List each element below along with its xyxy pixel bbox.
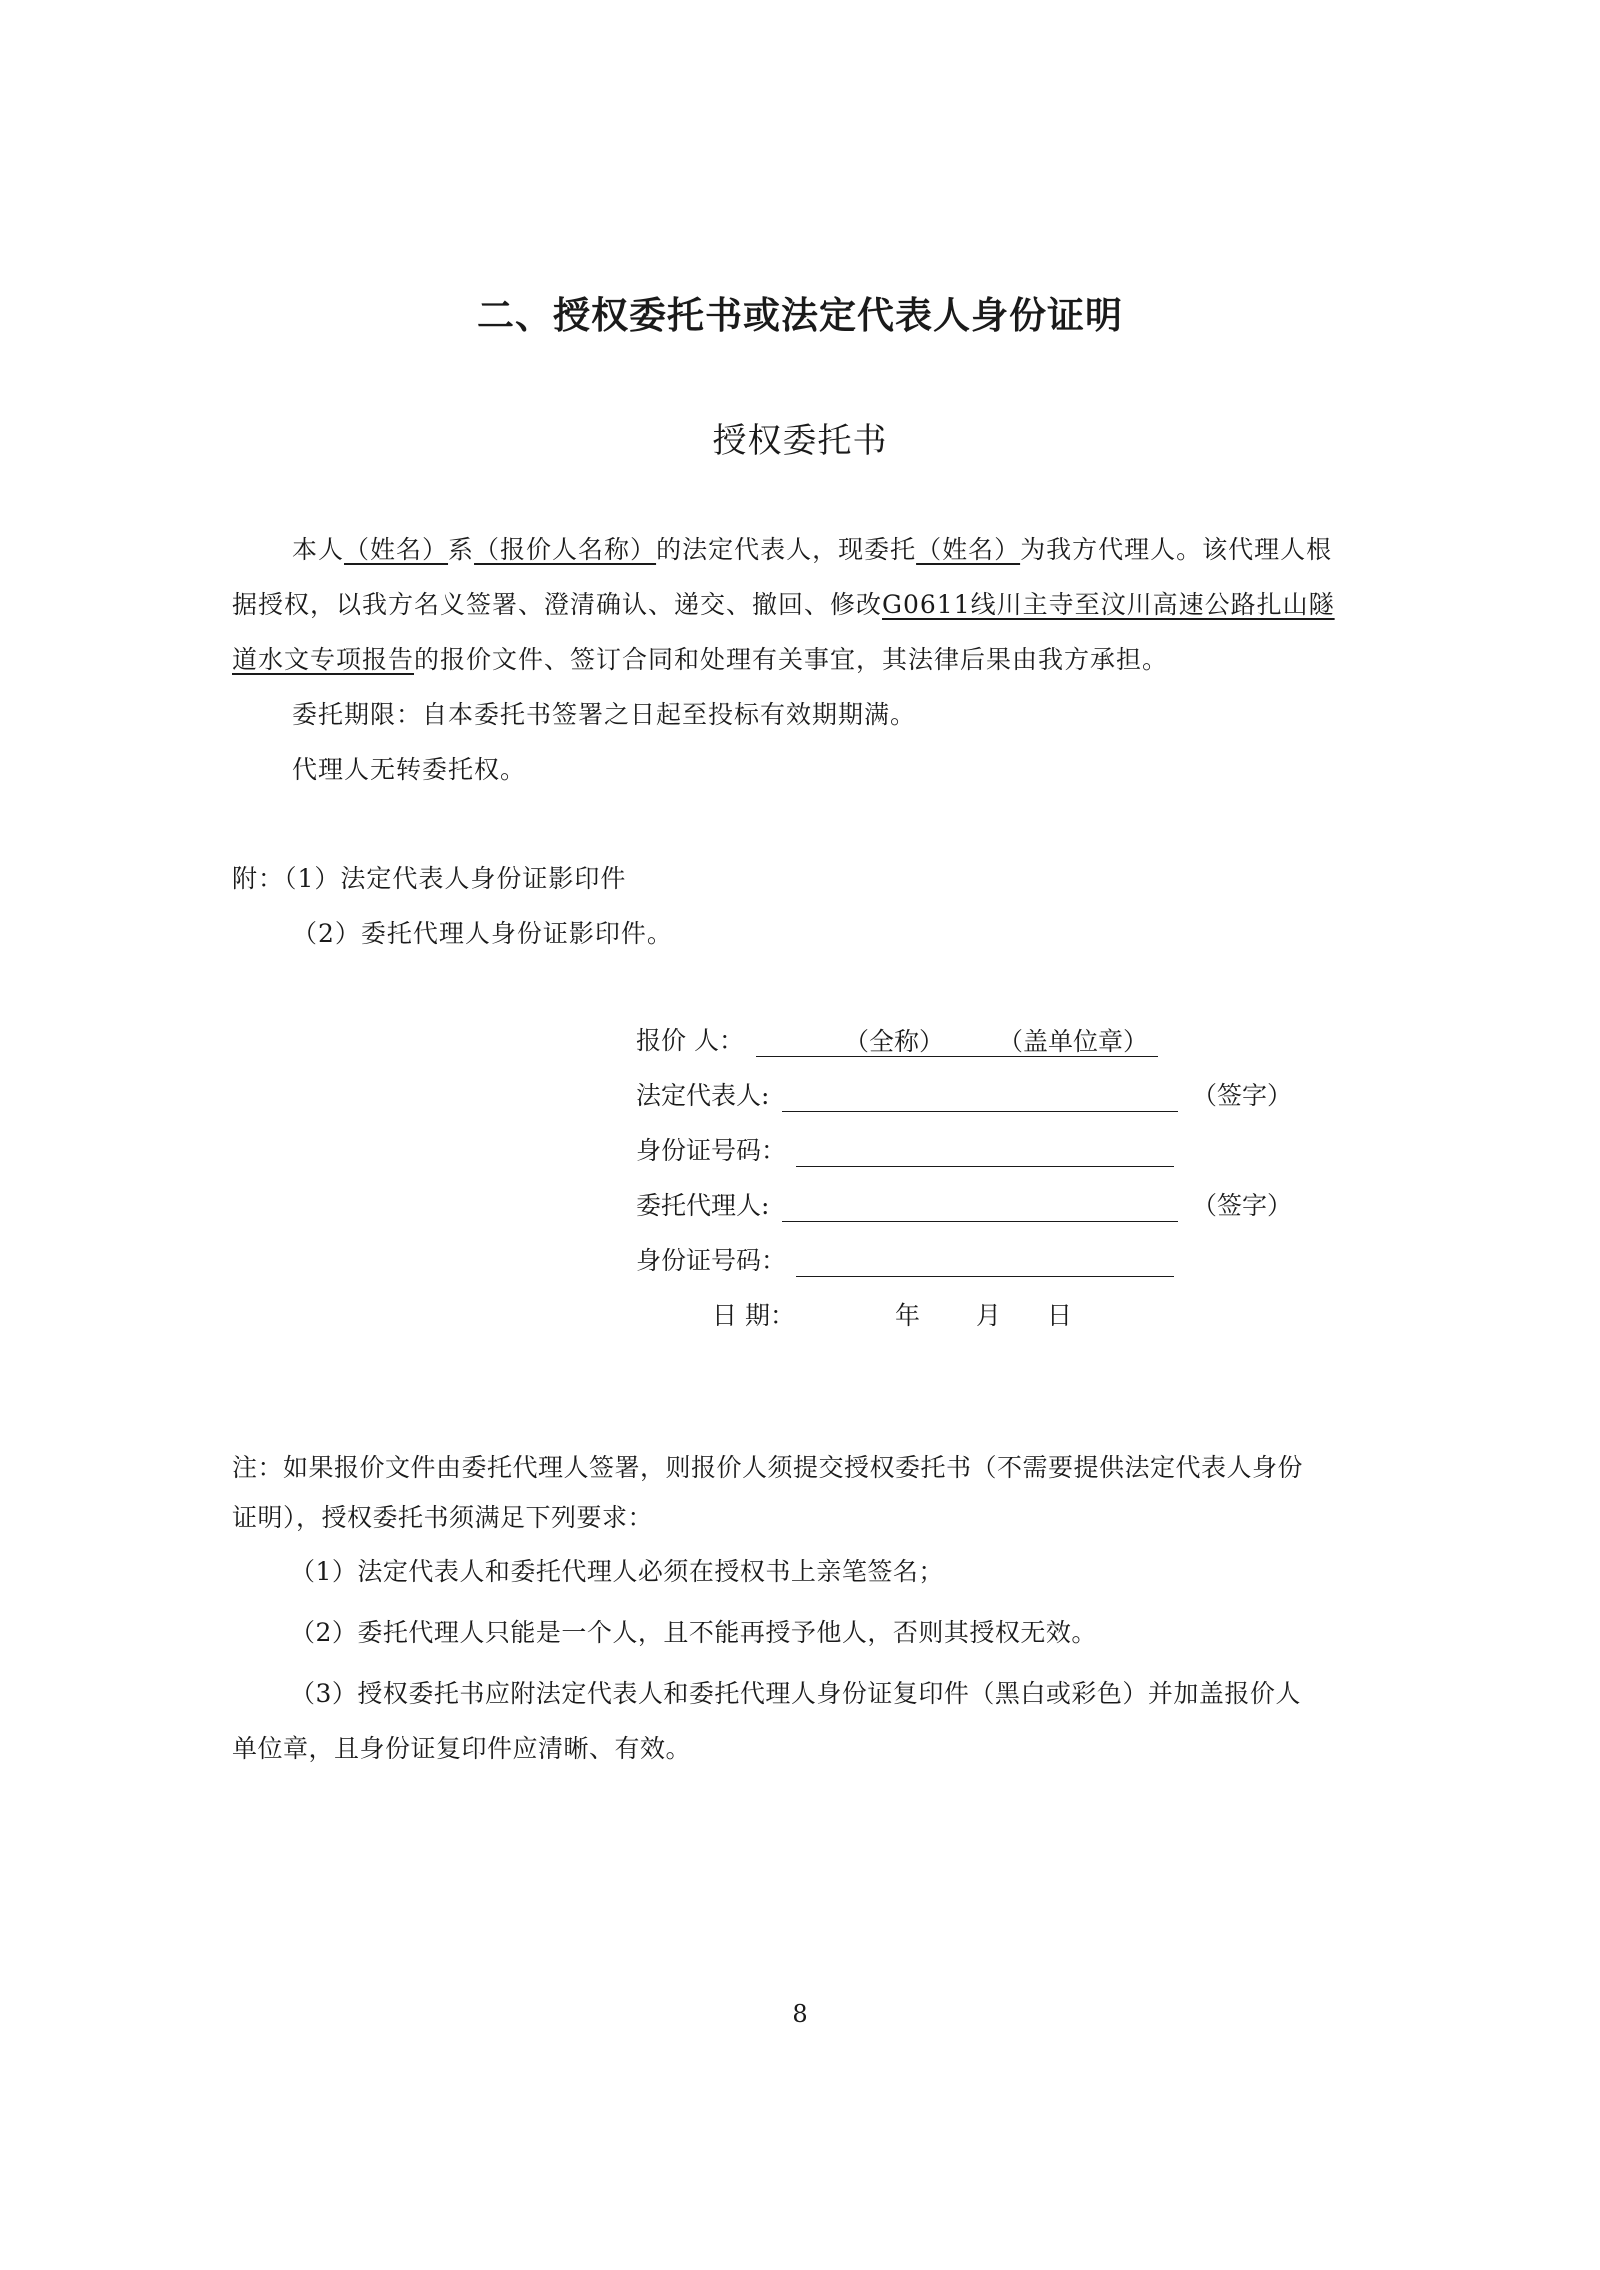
- id-number-row-1: [636, 1131, 1174, 1171]
- date-year: 年: [894, 1301, 920, 1330]
- document-title: 授权委托书: [712, 421, 888, 461]
- attachment-item-2: （2）委托代理人身份证影印件。: [292, 919, 673, 948]
- company-name-blank: （报价人名称）: [474, 535, 657, 564]
- attachments-label: 附：: [232, 864, 285, 893]
- note-item-2: （2）委托代理人只能是一个人，且不能再授予他人，否则其授权无效。: [290, 1618, 1097, 1647]
- agent-label: 委托代理人:: [636, 1191, 770, 1220]
- text-segment: 据授权，以我方名义签署、澄清确认、递交、撤回、修改: [232, 590, 883, 619]
- note-line-1: 注：如果报价文件由委托代理人签署，则报价人须提交授权委托书（不需要提供法定代表人身份: [232, 1453, 1304, 1482]
- project-name-continued: 道水文专项报告: [232, 645, 415, 674]
- date-label: 日 期：: [712, 1301, 795, 1330]
- note-item-3: （3）授权委托书应附法定代表人和委托代理人身份证复印件（黑白或彩色）并加盖报价人: [290, 1679, 1301, 1708]
- legal-rep-signature-line: [782, 1081, 1178, 1112]
- agent-signature-line: [782, 1191, 1178, 1222]
- bidder-label: 报价 人：: [636, 1026, 744, 1055]
- id-number-line: [796, 1246, 1174, 1277]
- legal-rep-label: 法定代表人:: [636, 1081, 770, 1110]
- bidder-fullname-hint: （全称）: [844, 1027, 945, 1056]
- bidder-seal-hint: （盖单位章）: [998, 1027, 1149, 1056]
- attachment-text: （1）法定代表人身份证影印件: [284, 864, 627, 893]
- section-heading: 二、授权委托书或法定代表人身份证明: [477, 294, 1123, 337]
- bidder-line: [756, 1026, 1158, 1057]
- attachment-item-1: [232, 851, 626, 906]
- signature-hint: （签字）: [1192, 1191, 1293, 1220]
- body-line-2: [232, 577, 1335, 632]
- date-day: 日: [1046, 1301, 1072, 1330]
- principal-name-blank: （姓名）: [344, 535, 449, 564]
- text-segment: 的法定代表人，现委托: [656, 535, 917, 564]
- page-number: 8: [792, 2000, 808, 2028]
- id-number-label: 身份证号码：: [636, 1246, 787, 1275]
- note-item-3-continued: 单位章，且身份证复印件应清晰、有效。: [232, 1734, 692, 1763]
- project-name: G0611线川主寺至汶川高速公路扎山隧: [882, 590, 1335, 619]
- agent-row: [636, 1186, 1292, 1226]
- note-item-1: （1）法定代表人和委托代理人必须在授权书上亲笔签名；: [290, 1557, 944, 1586]
- body-line-3: [232, 632, 1168, 687]
- id-number-line: [796, 1136, 1174, 1167]
- date-month: 月: [975, 1301, 1001, 1330]
- note-line-2: 证明），授权委托书须满足下列要求：: [232, 1503, 654, 1532]
- term-line: 委托期限：自本委托书签署之日起至投标有效期期满。: [292, 700, 917, 729]
- legal-rep-row: [636, 1076, 1292, 1116]
- body-line-1: [292, 522, 1332, 577]
- text-segment: 为我方代理人。该代理人根: [1020, 535, 1333, 564]
- id-number-row-2: [636, 1241, 1174, 1281]
- signature-hint: （签字）: [1192, 1081, 1293, 1110]
- text-segment: 本人: [292, 535, 345, 564]
- no-subdelegation-line: 代理人无转委托权。: [292, 755, 527, 784]
- text-segment: 系: [448, 535, 475, 564]
- id-number-label: 身份证号码：: [636, 1136, 787, 1165]
- text-segment: 的报价文件、签订合同和处理有关事宜，其法律后果由我方承担。: [414, 645, 1169, 674]
- date-row: [712, 1296, 1072, 1336]
- agent-name-blank: （姓名）: [916, 535, 1021, 564]
- bidder-row: [636, 1021, 1158, 1061]
